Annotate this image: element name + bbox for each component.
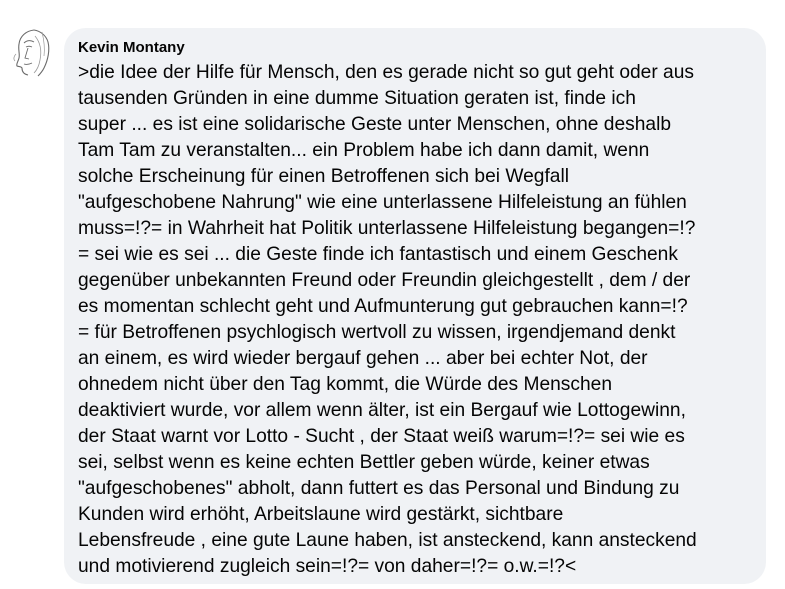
comment-line: "aufgeschobenes" abholt, dann futtert es das Personal und Bindung zu [78, 478, 680, 499]
comment-line: gegenüber unbekannten Freund oder Freundin gleichgestellt , dem / der [78, 270, 691, 291]
comment-line: ohnedem nicht über den Tag kommt, die Würde des Menschen [78, 374, 612, 395]
comment-line: sei, selbst wenn es keine echten Bettler geben würde, keiner etwas [78, 452, 650, 473]
comment-line: es momentan schlecht geht und Aufmunterung gut gebrauchen kann=!? [78, 296, 688, 317]
comment-line: der Staat warnt vor Lotto - Sucht , der Staat weiß warum=!?= sei wie es [78, 426, 685, 447]
comment-line: tausenden Gründen in eine dumme Situation geraten ist, finde ich [78, 88, 636, 109]
comment-text [78, 60, 754, 580]
comment-line: solche Erscheinung für einen Betroffenen sich bei Wegfall [78, 166, 570, 187]
avatar[interactable] [4, 26, 56, 78]
comment-line: >die Idee der Hilfe für Mensch, den es gerade nicht so gut geht oder aus [78, 62, 694, 83]
comment-line: "aufgeschobene Nahrung" wie eine unterlassene Hilfeleistung an fühlen [78, 192, 687, 213]
comment-line: an einem, es wird wieder bergauf gehen ... aber bei echter Not, der [78, 348, 648, 369]
comment-bubble [64, 28, 766, 584]
comment-line: Lebensfreude , eine gute Laune haben, ist ansteckend, kann ansteckend [78, 530, 697, 551]
comment-line: = sei wie es sei ... die Geste finde ich fantastisch und einem Geschenk [78, 244, 678, 265]
comment-line: deaktiviert wurde, vor allem wenn älter, ist ein Bergauf wie Lottogewinn, [78, 400, 686, 421]
comment-author[interactable]: Kevin Montany [78, 39, 185, 56]
comment-line: super ... es ist eine solidarische Geste unter Menschen, ohne deshalb [78, 114, 672, 135]
comment-line: muss=!?= in Wahrheit hat Politik unterlassene Hilfeleistung begangen=!? [78, 218, 696, 239]
sketched-face-avatar-icon [4, 26, 56, 78]
comment-line: Kunden wird erhöht, Arbeitslaune wird gestärkt, sichtbare [78, 504, 564, 525]
comment-line: und motivierend zugleich sein=!?= von daher=!?= o.w.=!?< [78, 556, 577, 577]
comment-line: = für Betroffenen psychlogisch wertvoll zu wissen, irgendjemand denkt [78, 322, 676, 343]
comment-line: Tam Tam zu veranstalten... ein Problem habe ich dann damit, wenn [78, 140, 650, 161]
